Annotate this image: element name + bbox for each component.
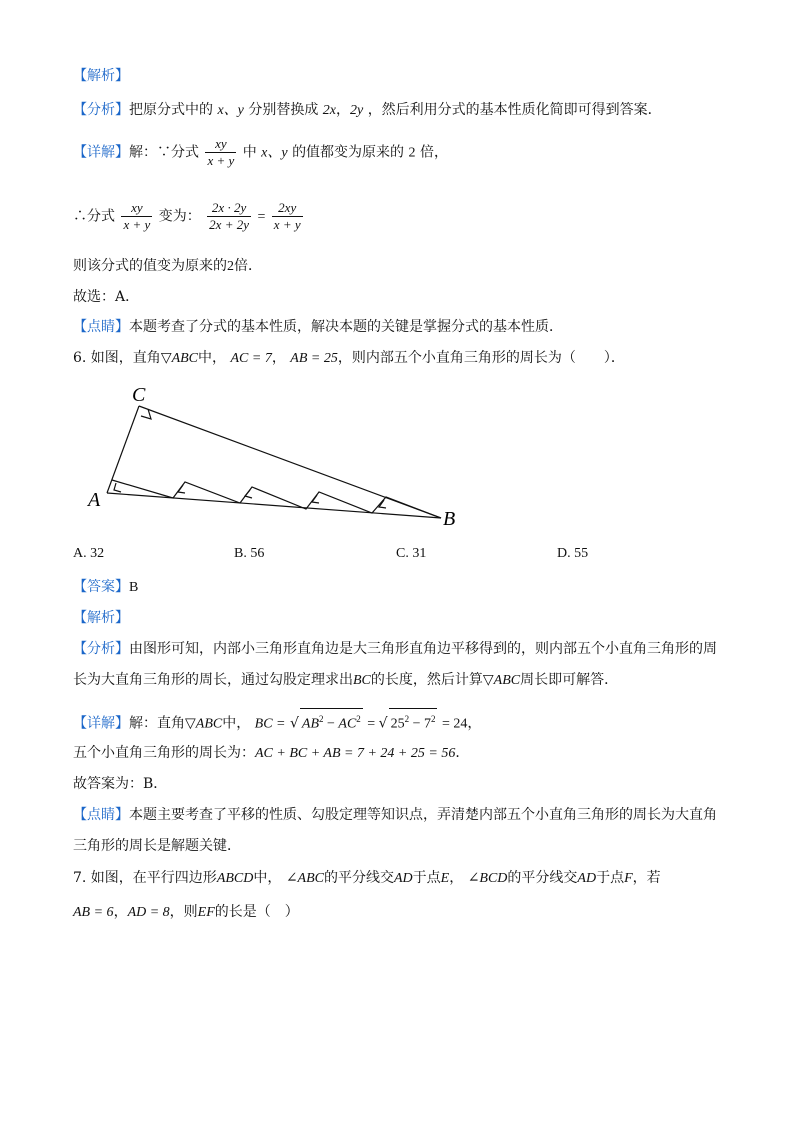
q6-dianjing-line2: 三角形的周长是解题关键． xyxy=(73,838,241,854)
q5-fraction-original: $\frac{xy}{x + y}$ xyxy=(123,200,151,232)
q5-fraction-simplified: $\frac{2xy}{x + y}$ xyxy=(273,200,301,232)
q5-fraction-xy: $\frac{xy}{x + y}$ xyxy=(207,136,235,168)
right-angle-mark-1 xyxy=(114,483,121,492)
q6-answer-line: 【答案】B xyxy=(73,579,139,595)
right-angle-mark-3 xyxy=(245,490,252,498)
q5-fenxi-line: 【分析】把原分式中的 x、y 分别替换成 2x，2y ，然后利用分式的基本性质化简即可得到答案． xyxy=(73,102,662,118)
vertex-label-b: B xyxy=(443,508,456,530)
q5-therefore-line: ∴分式 $\frac{xy}{x + y}$ 变为： $\frac{2x \cdot 2y}{2x + 2y}$ = $\frac{2xy}{x + y}$ xyxy=(73,200,301,232)
q6-xiangjie-line: 【详解】解：直角▽ABC中， BC = √ $AB^2 - AC^2$ = √ $25^2 - 7^2 = 24$， xyxy=(73,708,481,735)
q6-perimeter-line: 五个小直角三角形的周长为：AC + BC + AB = 7 + 24 + 25 = 56． xyxy=(73,745,470,761)
q5-choice-line: 故选：A． xyxy=(73,289,140,305)
q6-fenxi-line2: 长为大直角三角形的周长，通过勾股定理求出BC的长度，然后计算▽ABC周长即可解答． xyxy=(73,672,619,688)
q5-xiangjie-line: 【详解】解：∵分式 $\frac{xy}{x + y}$ 中 x、y 的值都变为原来的 2 倍， xyxy=(73,136,448,168)
q5-fraction-doubled: $\frac{2x \cdot 2y}{2x + 2y}$ xyxy=(209,200,249,232)
q6-option-a: A. 32 xyxy=(73,546,105,561)
q6-answer-conclusion: 故答案为：B． xyxy=(73,776,168,792)
side-ac xyxy=(107,406,139,493)
q7-stem-line2: AB = 6，AD = 8，则EF的长是（ ） xyxy=(73,904,299,920)
q6-sqrt-symbolic: $AB^2 - AC^2$ xyxy=(300,708,363,735)
q7-stem-line1: 7. 如图，在平行四边形ABCD中， ∠ABC的平分线交AD于点E， ∠BCD的平分线交AD于点F，若 xyxy=(73,870,661,886)
q6-fenxi-line1: 【分析】由图形可知，内部小三角形直角边是大三角形直角边平移得到的，则内部五个小直角三角形的周 xyxy=(73,641,717,657)
vertex-label-c: C xyxy=(132,384,146,406)
q5-dianjing-line: 【点睛】本题考查了分式的基本性质，解决本题的关键是掌握分式的基本性质． xyxy=(73,319,563,335)
staircase xyxy=(112,480,441,518)
q6-stem: 6. 如图，直角▽ABC中， AC = 7， AB = 25，则内部五个小直角三角形的周长为（ ）． xyxy=(73,350,625,366)
q5-result-line: 则该分式的值变为原来的2倍． xyxy=(73,258,262,274)
side-ab xyxy=(107,493,441,518)
q6-option-d: D. 55 xyxy=(557,546,589,561)
q6-triangle-figure xyxy=(0,0,794,540)
q6-option-b: B. 56 xyxy=(234,546,265,561)
q5-jiexi-tag: 【解析】 xyxy=(73,68,129,84)
q6-sqrt-numeric: $25^2 - 7^2$ xyxy=(389,708,438,735)
q6-option-c: C. 31 xyxy=(396,546,427,561)
vertex-label-a: A xyxy=(88,489,101,511)
q6-jiexi-tag: 【解析】 xyxy=(73,610,129,626)
q6-dianjing-line1: 【点睛】本题主要考查了平移的性质、勾股定理等知识点，弄清楚内部五个小直角三角形的周长为大直角 xyxy=(73,807,717,823)
